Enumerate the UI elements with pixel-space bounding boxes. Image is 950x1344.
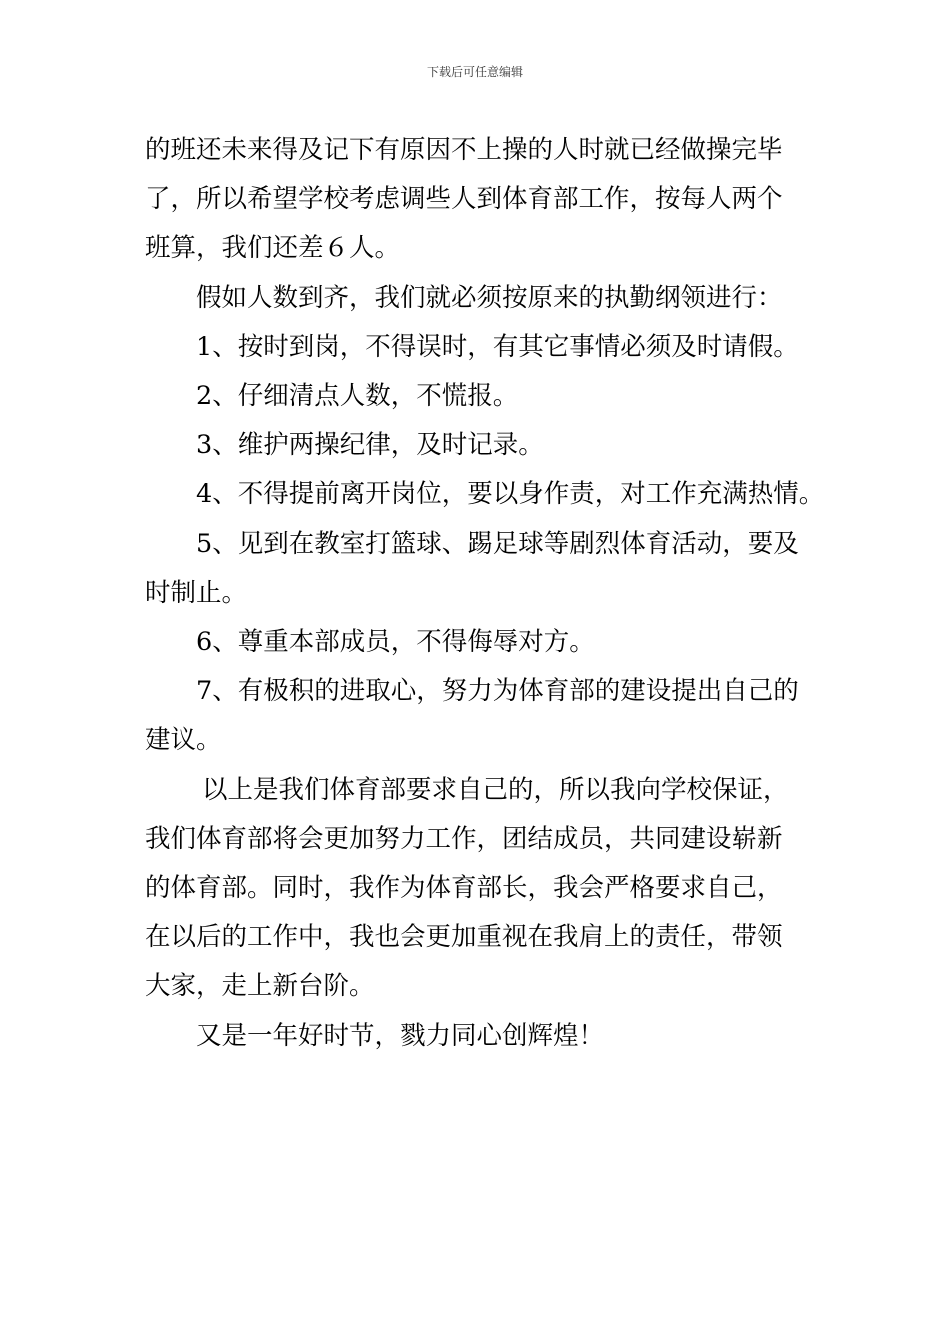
document-body: [145, 126, 825, 1061]
body-line: 在以后的工作中，我也会更加重视在我肩上的责任，带领: [145, 922, 783, 953]
body-line: 大家，走上新台阶。: [145, 971, 375, 1002]
body-line: 了，所以希望学校考虑调些人到体育部工作，按每人两个: [145, 184, 783, 215]
closing-line: 又是一年好时节，戮力同心创辉煌！: [196, 1020, 605, 1051]
list-item-2: 2、仔细清点人数，不慌报。: [196, 381, 519, 412]
body-line: 我们体育部将会更加努力工作，团结成员，共同建设崭新: [145, 823, 783, 854]
list-item-3: 3、维护两操纪律，及时记录。: [196, 430, 544, 461]
body-line: 以上是我们体育部要求自己的，所以我向学校保证，: [202, 774, 789, 805]
page-header: 下载后可任意编辑: [426, 65, 523, 79]
list-item-5-continued: 时制止。: [145, 577, 248, 608]
list-item-7: 7、有极积的进取心，努力为体育部的建设提出自己的: [196, 676, 799, 707]
list-item-6: 6、尊重本部成员，不得侮辱对方。: [196, 627, 595, 658]
list-item-1: 1、按时到岗，不得误时，有其它事情必须及时请假。: [196, 331, 799, 362]
body-line: 班算，我们还差６人。: [145, 233, 401, 264]
list-item-7-continued: 建议。: [145, 725, 222, 756]
body-line: 的班还未来得及记下有原因不上操的人时就已经做操完毕: [145, 135, 783, 165]
list-item-5: 5、见到在教室打篮球、踢足球等剧烈体育活动，要及: [196, 528, 799, 559]
body-line: 假如人数到齐，我们就必须按原来的执勤纲领进行：: [196, 282, 783, 313]
body-line: 的体育部。同时，我作为体育部长，我会严格要求自己，: [145, 873, 783, 904]
list-item-4: 4、不得提前离开岗位，要以身作责，对工作充满热情。: [196, 479, 825, 510]
